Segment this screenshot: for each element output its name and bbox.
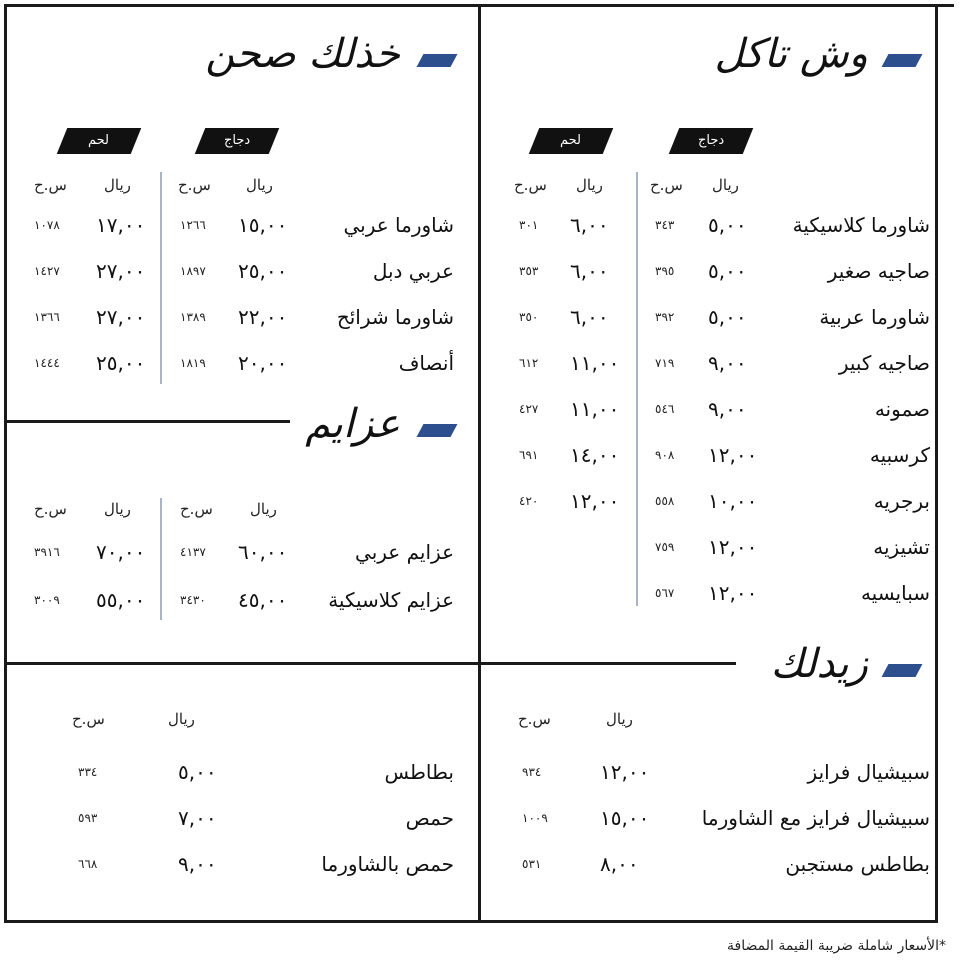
chicken-calories: ٥٦٧	[655, 586, 675, 600]
divider-left-upper	[4, 420, 290, 423]
chicken-price: ٢٢,٠٠	[238, 305, 288, 329]
meat-price: ١٢,٠٠	[570, 489, 620, 513]
chicken-calories: ٣٩٥	[655, 264, 675, 278]
meat-calories: ١٣٦٦	[34, 310, 60, 324]
meat-calories: ١٤٤٤	[34, 356, 60, 370]
frame-bottom	[4, 920, 938, 923]
meat-price: ٦,٠٠	[570, 259, 609, 283]
meat-calories: ٤٢٧	[519, 402, 539, 416]
meat-price: ٧٠,٠٠	[96, 540, 146, 564]
chicken-price: ٥,٠٠	[708, 305, 747, 329]
frame-center-divider	[478, 4, 481, 923]
meat-calories: ٦٩١	[519, 448, 539, 462]
item-price: ٩,٠٠	[178, 852, 217, 876]
divider-left-lower	[4, 662, 480, 665]
item-name: شاورما عربية	[819, 305, 930, 329]
item-calories: ١٠٠٩	[522, 811, 548, 825]
meat-price: ٢٧,٠٠	[96, 305, 146, 329]
header-cal: س.ح	[180, 500, 213, 518]
meat-calories: ٣٥٠	[519, 310, 539, 324]
header-cal: س.ح	[514, 176, 547, 194]
chicken-calories: ٤١٣٧	[180, 545, 206, 559]
chicken-price: ٩,٠٠	[708, 397, 747, 421]
item-price: ٥,٠٠	[178, 760, 217, 784]
item-calories: ٦٦٨	[78, 857, 98, 871]
badge-chicken: دجاج	[669, 128, 754, 154]
chicken-price: ١٢,٠٠	[708, 443, 758, 467]
meat-price: ١٧,٠٠	[96, 213, 146, 237]
header-cal: س.ح	[72, 710, 105, 728]
item-price: ٨,٠٠	[600, 852, 639, 876]
vat-note: *الأسعار شاملة ضريبة القيمة المضافة	[727, 938, 946, 954]
section-title: وش تاكل	[714, 31, 868, 77]
chicken-calories: ٣٩٢	[655, 310, 675, 324]
chicken-price: ١٥,٠٠	[238, 213, 288, 237]
chicken-price: ١٢,٠٠	[708, 535, 758, 559]
item-price: ١٢,٠٠	[600, 760, 650, 784]
header-riyal: ريال	[104, 500, 131, 518]
chicken-price: ٥,٠٠	[708, 259, 747, 283]
item-price: ٧,٠٠	[178, 806, 217, 830]
item-name: كرسبيه	[869, 443, 930, 467]
column-separator	[160, 498, 162, 620]
chicken-calories: ١٨٩٧	[180, 264, 206, 278]
meat-calories: ٣٩١٦	[34, 545, 60, 559]
meat-calories: ٣٠٠٩	[34, 593, 60, 607]
item-name: سبيشيال فرايز مع الشاورما	[701, 806, 930, 830]
chicken-price: ٥,٠٠	[708, 213, 747, 237]
section-marker-icon	[882, 54, 923, 67]
section-marker-icon	[417, 54, 458, 67]
chicken-price: ٦٠,٠٠	[238, 540, 288, 564]
chicken-calories: ٧١٩	[655, 356, 675, 370]
chicken-price: ١٢,٠٠	[708, 581, 758, 605]
chicken-calories: ١٢٦٦	[180, 218, 206, 232]
item-calories: ٣٣٤	[78, 765, 98, 779]
meat-price: ٦,٠٠	[570, 213, 609, 237]
item-name: شاورما كلاسيكية	[792, 213, 930, 237]
column-separator	[636, 172, 638, 606]
item-calories: ٥٩٣	[78, 811, 98, 825]
meat-price: ٦,٠٠	[570, 305, 609, 329]
section-marker-icon	[417, 424, 458, 437]
header-riyal: ريال	[104, 176, 131, 194]
badge-meat: لحم	[57, 128, 142, 154]
meat-price: ٢٥,٠٠	[96, 351, 146, 375]
badge-meat: لحم	[529, 128, 614, 154]
meat-price: ٥٥,٠٠	[96, 588, 146, 612]
section-title: عزايم	[305, 401, 400, 447]
meat-calories: ٦١٢	[519, 356, 539, 370]
section-marker-icon	[882, 664, 923, 677]
section-title: خذلك صحن	[205, 31, 400, 77]
frame-right	[935, 4, 938, 923]
item-calories: ٩٣٤	[522, 765, 542, 779]
item-calories: ٥٣١	[522, 857, 542, 871]
item-name: سبايسيه	[860, 581, 930, 605]
header-cal: س.ح	[650, 176, 683, 194]
chicken-calories: ١٨١٩	[180, 356, 206, 370]
section-title: زيدلك	[770, 641, 868, 687]
header-riyal: ريال	[606, 710, 633, 728]
meat-price: ١١,٠٠	[570, 351, 620, 375]
header-riyal: ريال	[712, 176, 739, 194]
column-separator	[160, 172, 162, 384]
chicken-calories: ٥٤٦	[655, 402, 675, 416]
chicken-calories: ١٣٨٩	[180, 310, 206, 324]
chicken-calories: ٣٤٣٠	[180, 593, 206, 607]
meat-price: ٢٧,٠٠	[96, 259, 146, 283]
header-cal: س.ح	[34, 500, 67, 518]
header-cal: س.ح	[34, 176, 67, 194]
chicken-price: ٢٠,٠٠	[238, 351, 288, 375]
item-name: حمص	[405, 806, 454, 830]
meat-price: ١١,٠٠	[570, 397, 620, 421]
chicken-calories: ٣٤٣	[655, 218, 675, 232]
chicken-calories: ٥٥٨	[655, 494, 675, 508]
item-name: عربي دبل	[372, 259, 454, 283]
item-name: شاورما عربي	[343, 213, 454, 237]
item-name: أنصاف	[398, 351, 454, 375]
item-name: صمونه	[874, 397, 930, 421]
item-name: حمص بالشاورما	[321, 852, 454, 876]
meat-calories: ١٠٧٨	[34, 218, 60, 232]
chicken-price: ١٠,٠٠	[708, 489, 758, 513]
chicken-calories: ٩٠٨	[655, 448, 675, 462]
meat-calories: ٤٢٠	[519, 494, 539, 508]
chicken-price: ٢٥,٠٠	[238, 259, 288, 283]
item-name: سبيشيال فرايز	[807, 760, 930, 784]
item-name: شاورما شرائح	[336, 305, 454, 329]
item-name: تشيزيه	[873, 535, 930, 559]
chicken-calories: ٧٥٩	[655, 540, 675, 554]
meat-calories: ٣٥٣	[519, 264, 539, 278]
item-name: صاجيه كبير	[838, 351, 930, 375]
header-riyal: ريال	[246, 176, 273, 194]
header-riyal: ريال	[576, 176, 603, 194]
item-name: بطاطس	[384, 760, 454, 784]
header-cal: س.ح	[178, 176, 211, 194]
item-name: صاجيه صغير	[827, 259, 930, 283]
item-price: ١٥,٠٠	[600, 806, 650, 830]
divider-right-lower	[478, 662, 736, 665]
chicken-price: ٤٥,٠٠	[238, 588, 288, 612]
header-riyal: ريال	[250, 500, 277, 518]
meat-calories: ٣٠١	[519, 218, 539, 232]
meat-calories: ١٤٢٧	[34, 264, 60, 278]
header-cal: س.ح	[518, 710, 551, 728]
badge-chicken: دجاج	[195, 128, 280, 154]
item-name: عزايم عربي	[355, 540, 454, 564]
item-name: عزايم كلاسيكية	[328, 588, 454, 612]
meat-price: ١٤,٠٠	[570, 443, 620, 467]
header-riyal: ريال	[168, 710, 195, 728]
item-name: بطاطس مستجبن	[785, 852, 930, 876]
frame-left	[4, 4, 7, 923]
item-name: برجريه	[873, 489, 930, 513]
chicken-price: ٩,٠٠	[708, 351, 747, 375]
